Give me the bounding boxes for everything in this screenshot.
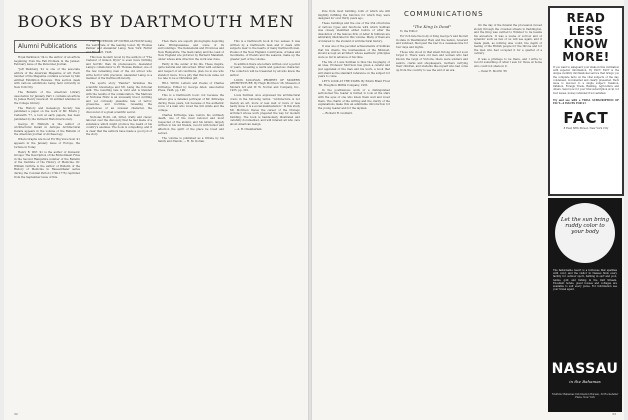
paragraph: It was one of the peculiar achievements of Sullivan that his clients, the businessmen of the Midwest, should accept an architect whose aesthetic principles were so far in advance of his time. [318, 45, 390, 59]
page-number: 33 [612, 412, 616, 416]
ad-body: The fashionable resort is a hothouse that sparkles with color, and the visitor in Nassau finds every facility for outdoor sport, bathing in surf and pool, tennis, golf, and fishing in the Gulf Stream. Excellent hotels, guest houses and cottages are available to suit every purse. For information see your travel agent. [553, 269, 617, 292]
paragraph: Louis Sullivan once expressed his architectural credo in the following terms: "Architecture is not merely an art, more or less well or more or less badly done; it is a social manifestation." In this study Mr. Morrison traces the career of the Chicago architect whose work prepared the way for modern building. The book is handsomely illustrated and carefully documented, and will interest all who care about American design. [230, 94, 300, 126]
column-letter-continued [474, 24, 542, 410]
paragraph: Nicholas Holtz, old, bitter, crafty and clever, labored over the discovery that he had made of a substance which might produce the death of his country's enemies. The book is compelling, and it is clear that the authors have made a good job of the story. [86, 115, 152, 137]
column-sullivan-continued [318, 10, 390, 410]
paragraph: This is a Dartmouth book in two senses: it was written by a Dartmouth man and it deals with subjects dear to the hearts of many Dartmouth men. Poems of the New England countryside, of lakes and mountains, of friends and the seasons, make up the greater part of the volume. [230, 40, 300, 61]
paragraph: Where Graphs Are Good For Big Voice Soul '41 appears in the January issue of Europe, the fortune in Today. [14, 138, 80, 149]
paragraph: To the Editor: [400, 30, 419, 33]
page-title: BOOKS BY DARTMOUTH MEN [17, 12, 295, 31]
paragraph: Pole from most building, both of which are still mightily fulfilling the function for which they were designed for over thirty years ago. [318, 10, 390, 21]
ad-body: If you want to safeguard your stake in this civilization with superior information, try FACT. FACT is the unique monthly informational service that brings you the complete facts on the vital subjects of the day, condensed, documented and clearly presented. Each issue is devoted to a single subject: Taxation, Inflation, Foreign Trade, Banking, Agriculture and others. Send now for your trial subscription at $1 for four issues, money refunded if not satisfied. [553, 66, 619, 95]
paragraph: THE NOTEBOOK OF NICHOLAS HOLTZ being the weird tale of the leaning tower. By Thomas Painter and Alexander Laing. New York: Farrar and Rinehart, 1946. [86, 40, 152, 54]
paragraph: The volume is published as a tribute by his family and friends. — H. M. Dorian. [158, 136, 224, 144]
paragraph: George W. Hildreth is the author of Architectural Detail in Antique Architectural Details appears in the volume of the Bulletin of the American Journal of Archaeology. [14, 122, 80, 137]
paragraph: This is a Dartmouth book: not because the letters give a detailed portrayal of Mr. Kittredge during those years, but because of the authentic voice of a man who loved the hill winds and the college. [158, 94, 224, 112]
column-alumni-publications [14, 56, 80, 412]
nassau-advertisement[interactable] [548, 198, 622, 412]
fact-advertisement[interactable] [548, 6, 624, 196]
paragraph: The life of Louis Sullivan is thus the biography of an idea. Professor Morrison has given a careful and just appraisal of the man and his work, a book that will stand as the standard reference on the subject for years to come. [318, 60, 390, 79]
column-king-is-dead [396, 24, 468, 410]
ad-address: 8 East 38th Street, New York City [563, 127, 609, 131]
paragraph: It was a privilege to be there, and I write to record something of what I saw for those at home who could not share in it. [474, 57, 542, 68]
paragraph: Charles Kittredge was, before his untimely death, one of the most beloved and most respected of the alumni, and his letters, largely written to his old friends, record with humor and affection the spirit of the place he loved and served. [158, 113, 224, 135]
communications-heading: COMMUNICATIONS [404, 10, 484, 18]
paragraph: The History and Genealogy Society has published a paper on the work of Mr. Edwin J. Cadwalth '77, a look at early papers, has been published by the Vermont Historical Society. [14, 106, 80, 121]
ad-tagline: in the Bahamas [569, 379, 601, 384]
paragraph: These buildings and the one of the 254 structures of various types and functions with which Sullivan was closely identified either before or after the dissolution of the famous firm of Adler & Sullivan are admirably illustrated in this volume. Many of them are of interest to the student of architectural history. [318, 22, 390, 43]
ad-offer: Try and see with a TRIAL SUBSCRIPTION OF FACT—4 ISSUES FOR $1 [553, 98, 619, 106]
paragraph: HILL WIND, Letters and Poems of Charles Kittredge. Edited by George Allen. Association Press, 1946. pp. 196. [158, 82, 224, 93]
ad-brand: NASSAU [551, 361, 619, 377]
paragraph: Fairly in the center of his life. These inspire, quite natural and untouched. What with evidence and respect of all conditions, plan, he is one who stands it more. It is a pity that this book came out too late to be a Christmas gift. [158, 62, 224, 81]
paragraph: — Richard H. Goddard. [322, 111, 353, 115]
paragraph: LOUIS SULLIVAN, PROPHET OF MODERN ARCHITECTURE. By Hugh Morrison '26. Museum of Modern Art and W. W. Norton and Company, Inc., 1935. pp. 391. [230, 78, 300, 93]
ad-script-text: Let the sun bring ruddy color to your body [560, 217, 610, 235]
paragraph: LET'S LOOK AT THE STARS. By Edwin Brant Frost '86. Houghton Mifflin Company, 1935. [318, 80, 390, 87]
paragraph: The sports story "Painter" furnishes the scientific knowledge and Mr. Laing the fictional skill. The resulting tale is vivid and is blended with the results of the collaboration. The Mellows of Nicholas Holtz is an unusually blood curdling and yet curiously plausible tale of terror, gruesome, and horrible, revealing the experiences of an unusual character, the discoverer of a great scientific secret. [86, 82, 152, 114]
page-number: 32 [14, 412, 18, 416]
paragraph: For rich fare the body of King George V and his fair in state in Westminster Hall, and the nation, reverent and subdued, filed past the bier in a ceaseless line for four days and nights. [396, 35, 468, 49]
ad-footer: NASSAU Bahamas Information Bureau, 30 Rockefeller Plaza, New York [551, 393, 619, 399]
ad-brand: FACT [563, 109, 609, 128]
paragraph: Henry R. Wirt '41 is the author of Domestic Groups: The Description of the Embodiment Fires in the Second Hampshire number of the Bulletin of the Institute of the History of Medicine. Dr. William Guthrie is the author of Bulletin of the History of Medicine in Hausenthaler series during the Colonial Period (1700-1776) reprinted from the September issue of this. [14, 150, 80, 179]
paragraph: The Bulletin of the American Library Association for January, Part I, contains an article by James Henry Guersoid 19 entitled Alumnus in the College Library. [14, 91, 80, 105]
paragraph: Then there are superb photographs depicting Lake Winnipesaukee and some of its surroundings. The Kennebunk and Provinces and New Hampshire. The main valley and the coast of New England are pictured by Bernard Mansfeld, under whose able direction the work was done. [158, 40, 224, 61]
paragraph: Those who stood in that silent throng will not soon forget it. There were old men and women who had known the reign of Victoria, there were soldiers and sailors, clerks and shopkeepers, mothers carrying their children, and students like myself who had come up from the country to see the end of an era. [396, 50, 468, 72]
section-label: Alumni Publications [14, 40, 100, 53]
letter-title: "The King Is Dead" [412, 24, 452, 29]
left-page [4, 0, 308, 420]
paragraph: On the day of the funeral the procession moved slowly through the crowded streets to Paddington, and the King was carried to Windsor to lie beside his ancestors. It was a scene of sorrow and of splendor such as few of us will see again, and it made plain, as nothing else could, the depth of feeling of the British people for the throne and for the man who had occupied it for a quarter of a century. [474, 24, 542, 56]
column-hill-wind-review [158, 40, 224, 412]
column-nicholas-holtz-review [86, 40, 152, 412]
paragraph: Royal Parkinson '34 is the author of an article beginning from the Fall Problem in the Januar-February issue of the Personnel Journal. [14, 56, 80, 67]
right-page [312, 0, 624, 420]
paragraph: This new modern novel by the authors of "The Cadaver of Gideon Wyck" is even more thrilling and horrific than its predecessors. Alexander Laing's collaborator is Dr. Thomas Painter, one of the few remaining men of the old school who write horror with precision. Alexander Laing, is a member of the Dartmouth faculty. [86, 55, 152, 81]
paragraph: In addition there are letters written over a period of years, revealing a warm and generous character. The collection will be treasured by all who knew the author. [230, 62, 300, 77]
paragraph: — A. B. Chamberlain. [234, 127, 263, 131]
ad-headline: READ LESS KNOW MORE! [562, 11, 610, 64]
column-louis-sullivan-review [230, 40, 300, 412]
paragraph: In the posthumous work of a distinguished astronomer the reader is invited to look at the stars with the eyes of one who knew them well and loved them. The charm of the writing and the clarity of the explanations make this an admirable introduction for the young reader and for the layman. [318, 88, 390, 110]
paragraph: "Jeff Weinberg '41 is one of the associate editors of the American Magazine of Art. Each number of the Magazine contains a review by him entitled Exhibition Reviews. This section deals with various exhibitions being held currently in New York City. [14, 68, 80, 89]
paragraph: — Peter E. Morrill '36 [478, 69, 507, 73]
